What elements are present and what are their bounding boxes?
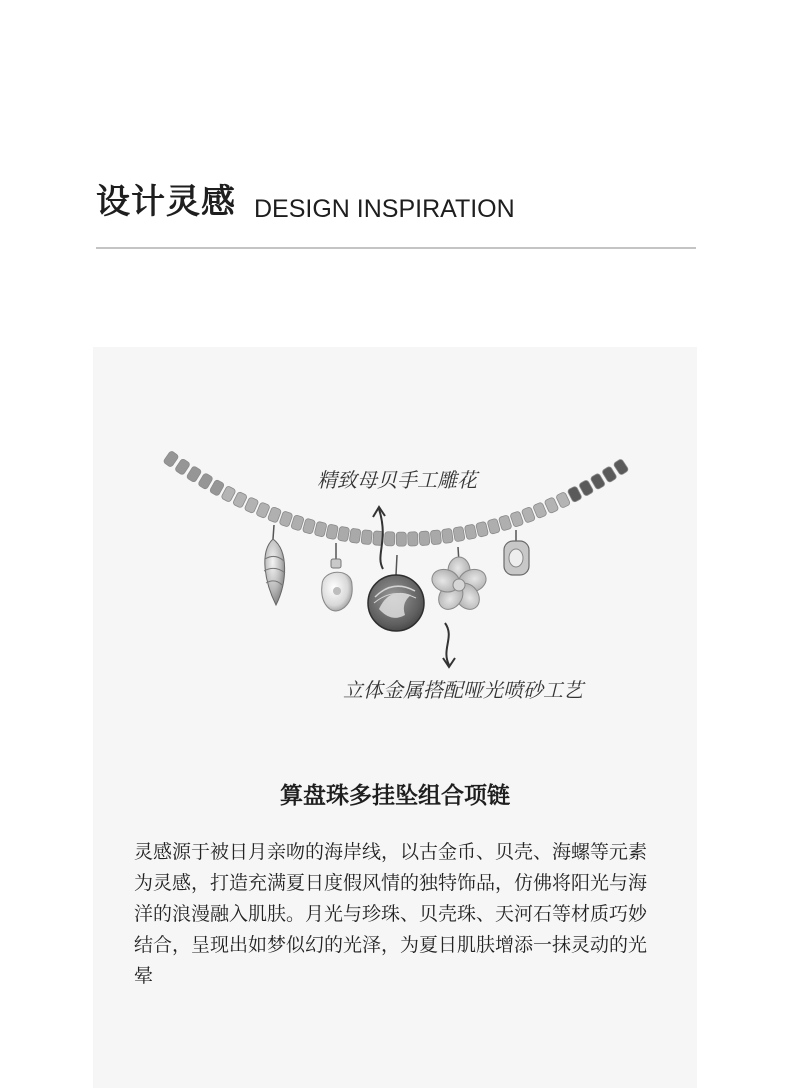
chain-bead <box>441 528 453 543</box>
chain-bead <box>291 515 305 531</box>
chain-bead <box>337 526 349 542</box>
chain-bead <box>430 530 441 545</box>
chain-bead <box>326 524 339 540</box>
section-header <box>96 176 696 236</box>
chain-bead <box>256 502 271 519</box>
coin-pendant <box>368 555 424 631</box>
product-name: 算盘珠多挂坠组合项链 <box>280 783 510 809</box>
chain-bead <box>163 450 179 467</box>
chain-bead <box>267 506 281 523</box>
chain-bead <box>419 531 430 546</box>
chain-bead <box>279 511 293 528</box>
annotation-bottom: 立体金属搭配哑光喷砂工艺 <box>343 678 583 702</box>
chain-bead <box>601 466 617 483</box>
chain-bead <box>533 502 548 519</box>
chain-bead <box>232 491 247 508</box>
section-subtitle: DESIGN INSPIRATION <box>254 195 515 223</box>
conch-pendant <box>264 525 285 605</box>
chain-bead <box>498 515 512 531</box>
chain-bead <box>590 473 606 490</box>
section-title: 设计灵感 <box>96 182 236 222</box>
chain-bead <box>361 530 372 545</box>
chain-bead <box>464 524 477 540</box>
chain-bead <box>302 518 315 534</box>
stone-charm-pendant <box>504 530 529 575</box>
inspiration-panel <box>93 347 697 1088</box>
chain-bead <box>578 479 594 496</box>
annotation-top: 精致母贝手工雕花 <box>317 468 477 492</box>
necklace-illustration <box>93 347 697 747</box>
chain-bead <box>521 507 535 524</box>
chain-bead <box>209 479 225 496</box>
chain-bead <box>198 473 214 490</box>
pearl-pendant <box>322 543 353 611</box>
chain-bead <box>349 528 361 543</box>
arrow-down-icon <box>445 623 449 665</box>
chain-bead <box>544 497 559 514</box>
abacus-bead-chain <box>163 450 629 546</box>
chain-bead <box>244 497 259 514</box>
chain-bead <box>221 485 236 502</box>
chain-bead <box>186 466 202 483</box>
chain-bead <box>556 492 571 509</box>
chain-bead <box>408 532 418 546</box>
chain-bead <box>613 458 629 475</box>
chain-bead <box>510 511 524 527</box>
chain-bead <box>487 518 500 534</box>
chain-bead <box>396 532 406 546</box>
chain-bead <box>476 521 489 537</box>
flower-shell-pendant <box>429 547 489 614</box>
chain-bead <box>314 521 327 537</box>
product-description: 灵感源于被日月亲吻的海岸线，以古金币、贝壳、海螺等元素为灵感，打造充满夏日度假风情的独特饰品，仿佛将阳光与海洋的浪漫融入肌肤。月光与珍珠、贝壳珠、天河石等材质巧妙结合，呈现出如梦似幻的光泽，为夏日肌肤增添一抹灵动的光晕 <box>134 841 648 987</box>
chain-bead <box>384 532 394 546</box>
header-divider <box>96 247 696 249</box>
chain-bead <box>453 526 465 541</box>
chain-bead <box>174 458 190 475</box>
chain-bead <box>567 486 582 503</box>
